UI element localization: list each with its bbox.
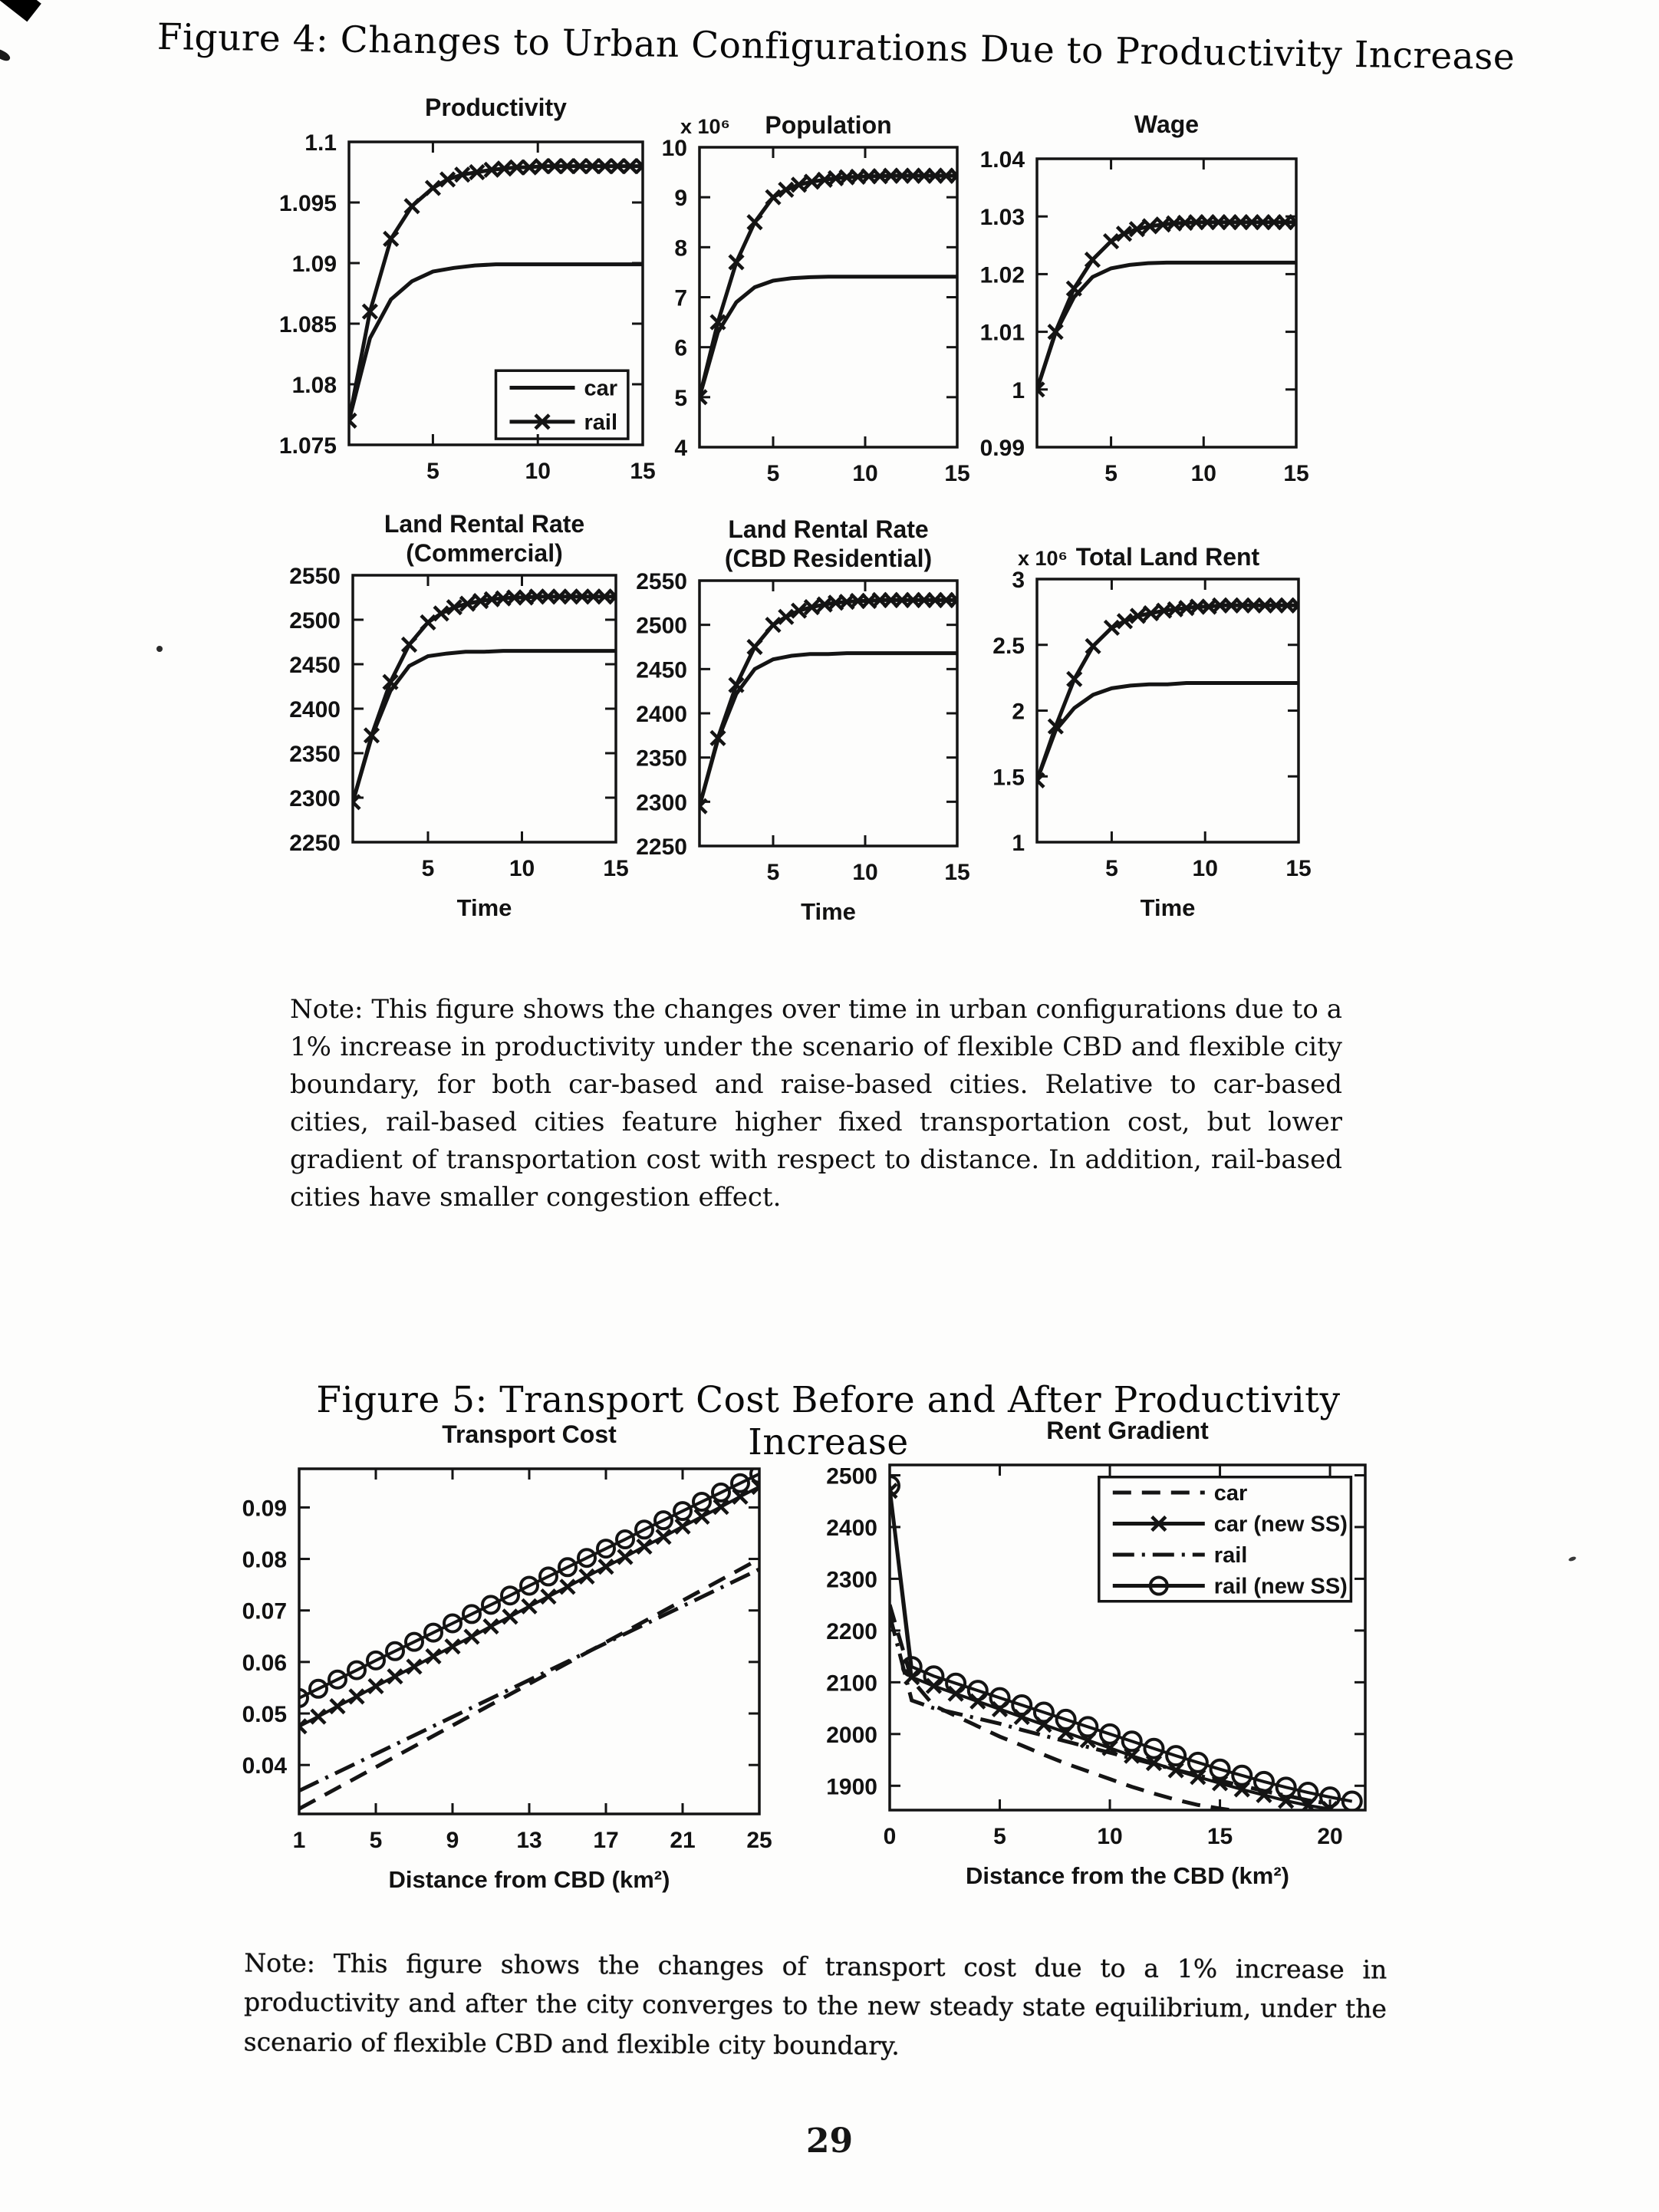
figure4-note: Note: This figure shows the changes over time in urban configurations due to a 1% increase in productivity under the scenario of flexible CBD and flexible city boundary, for both car-based and raise-based cities. Relative to car-based cities, rail-based cities feature higher fixed transportation cost, but lower gradient of transportation cost with respect to distance. In addition, rail-based cities have smaller congestion effect. xyxy=(290,994,1342,1213)
wage-xtick-label: 15 xyxy=(1283,461,1309,486)
transport-cost-title: Transport Cost xyxy=(442,1420,617,1448)
population-xtick-label: 15 xyxy=(944,461,970,486)
land-rental-commercial-ytick-label: 2550 xyxy=(289,564,341,589)
land-rental-commercial-ytick-label: 2300 xyxy=(289,786,341,811)
rent-gradient-ytick-label: 2300 xyxy=(826,1567,877,1593)
population-ytick-label: 5 xyxy=(674,385,687,411)
total-land-rent-ytick-label: 3 xyxy=(1012,568,1025,593)
productivity-xtick-label: 5 xyxy=(426,459,439,484)
rent-gradient-svg xyxy=(828,1419,1411,1929)
rent-gradient-series-car-new-ss- xyxy=(890,1491,1330,1809)
population-xtick-label: 5 xyxy=(766,461,780,486)
population-xtick-label: 10 xyxy=(852,461,878,486)
productivity-ytick-label: 1.08 xyxy=(291,373,337,398)
scan-artifact-edge xyxy=(0,47,12,63)
wage-xtick-label: 10 xyxy=(1190,461,1216,486)
land-rental-commercial-xtick-label: 5 xyxy=(421,856,435,881)
population-exponent-label: x 10⁶ xyxy=(680,115,730,138)
total-land-rent-title: Total Land Rent xyxy=(1075,543,1260,571)
total-land-rent-xtick-label: 5 xyxy=(1105,856,1118,881)
productivity-ytick-label: 1.095 xyxy=(278,191,337,216)
total-land-rent-ytick-label: 2 xyxy=(1012,699,1025,725)
rent-gradient-title: Rent Gradient xyxy=(1046,1417,1209,1444)
chart-land-rental-residential xyxy=(606,491,974,966)
land-rental-residential-xtick-label: 10 xyxy=(852,860,878,885)
wage-title: Wage xyxy=(1134,110,1200,138)
transport-cost-ytick-label: 0.09 xyxy=(242,1496,287,1522)
land-rental-commercial-axes-box xyxy=(353,575,616,842)
rent-gradient-xtick-label: 15 xyxy=(1206,1824,1233,1849)
transport-cost-xlabel: Distance from CBD (km²) xyxy=(388,1866,670,1893)
land-rental-residential-axes-box xyxy=(699,581,957,846)
chart-transport-cost xyxy=(230,1420,782,1929)
population-ytick-label: 7 xyxy=(674,285,687,311)
land-rental-residential-xlabel: Time xyxy=(801,898,856,925)
rent-gradient-legend-label: car xyxy=(1213,1481,1248,1506)
land-rental-commercial-xtick-label: 15 xyxy=(603,856,629,881)
land-rental-commercial-ytick-label: 2350 xyxy=(289,742,341,767)
rent-gradient-xtick-label: 10 xyxy=(1097,1824,1123,1849)
land-rental-residential-title: (CBD Residential) xyxy=(724,545,933,572)
wage-ytick-label: 1.03 xyxy=(979,205,1025,231)
wage-ytick-label: 0.99 xyxy=(979,436,1025,461)
population-ytick-label: 8 xyxy=(674,235,687,262)
total-land-rent-xtick-label: 15 xyxy=(1285,856,1312,881)
land-rental-residential-ytick-label: 2300 xyxy=(636,790,687,816)
chart-rent-gradient xyxy=(828,1419,1411,1929)
rent-gradient-ytick-label: 1900 xyxy=(826,1774,877,1800)
land-rental-residential-xtick-label: 5 xyxy=(766,860,780,885)
population-axes-box xyxy=(699,147,957,447)
chart-total-land-rent xyxy=(943,491,1315,966)
rent-gradient-ytick-label: 2000 xyxy=(826,1722,877,1748)
transport-cost-ytick-label: 0.07 xyxy=(242,1598,287,1624)
land-rental-commercial-series-car xyxy=(353,651,616,802)
population-ytick-label: 4 xyxy=(674,436,687,461)
wage-ytick-label: 1 xyxy=(1012,377,1025,403)
rent-gradient-ytick-label: 2200 xyxy=(826,1618,877,1644)
wage-ytick-label: 1.01 xyxy=(979,320,1025,346)
land-rental-commercial-ytick-label: 2500 xyxy=(289,608,341,634)
transport-cost-xtick-label: 21 xyxy=(670,1828,696,1853)
rent-gradient-ytick-label: 2500 xyxy=(826,1463,877,1489)
land-rental-residential-ytick-label: 2400 xyxy=(636,702,687,727)
figure5-title: Figure 5: Transport Cost Before and After Productivity Increase xyxy=(316,1379,1341,1463)
rent-gradient-xlabel: Distance from the CBD (km²) xyxy=(966,1862,1289,1889)
transport-cost-series-rail xyxy=(299,1569,759,1791)
land-rental-commercial-ytick-label: 2400 xyxy=(289,697,341,723)
land-rental-residential-ytick-label: 2350 xyxy=(636,746,687,772)
rent-gradient-legend-label: rail xyxy=(1213,1543,1248,1568)
land-rental-residential-series-car xyxy=(699,653,957,807)
land-rental-commercial-ytick-label: 2250 xyxy=(289,831,341,856)
transport-cost-xtick-label: 17 xyxy=(593,1828,619,1853)
scan-artifact-corner xyxy=(0,0,41,21)
scan-speck xyxy=(1568,1555,1576,1562)
rent-gradient-series-car xyxy=(890,1605,1242,1812)
rent-gradient-series-rail xyxy=(890,1615,1330,1804)
transport-cost-ytick-label: 0.05 xyxy=(242,1702,287,1728)
productivity-legend-label: rail xyxy=(584,410,618,435)
land-rental-commercial-xlabel: Time xyxy=(456,894,512,921)
rent-gradient-ytick-label: 2400 xyxy=(826,1515,877,1541)
transport-cost-xtick-label: 9 xyxy=(446,1828,459,1853)
land-rental-residential-xtick-label: 15 xyxy=(944,860,970,885)
rent-gradient-legend-label: rail (new SS) xyxy=(1213,1574,1348,1599)
land-rental-residential-ytick-label: 2450 xyxy=(636,657,687,683)
total-land-rent-exponent-label: x 10⁶ xyxy=(1018,547,1068,570)
land-rental-residential-svg xyxy=(606,491,974,966)
population-ytick-label: 9 xyxy=(674,186,687,212)
rent-gradient-ytick-label: 2100 xyxy=(826,1671,877,1697)
land-rental-residential-series-rail xyxy=(699,600,957,806)
wage-series-rail xyxy=(1037,222,1296,390)
population-title: Population xyxy=(765,111,892,139)
land-rental-commercial-series-rail xyxy=(353,597,616,802)
productivity-xtick-label: 10 xyxy=(525,459,551,484)
transport-cost-ytick-label: 0.08 xyxy=(242,1547,287,1573)
rent-gradient-xtick-label: 0 xyxy=(883,1824,897,1849)
total-land-rent-ytick-label: 1.5 xyxy=(992,765,1025,791)
land-rental-commercial-title: Land Rental Rate xyxy=(383,510,585,538)
land-rental-residential-ytick-label: 2500 xyxy=(636,613,687,639)
productivity-svg xyxy=(238,91,660,509)
scan-speck xyxy=(156,646,163,652)
figure5-note: Note: This figure shows the changes of transport cost due to a 1% increase in productivity and after the city converges to the new steady state equilibrium, under the scenario of flexible CBD and flexible city boundary. xyxy=(243,1947,1387,2061)
chart-land-rental-commercial xyxy=(238,491,660,966)
population-series-rail xyxy=(699,176,957,397)
land-rental-residential-title: Land Rental Rate xyxy=(728,515,929,543)
transport-cost-ytick-label: 0.04 xyxy=(242,1753,287,1779)
population-svg xyxy=(614,91,974,509)
total-land-rent-svg xyxy=(943,491,1315,966)
productivity-ytick-label: 1.075 xyxy=(278,433,337,459)
total-land-rent-xtick-label: 10 xyxy=(1192,856,1218,881)
transport-cost-xtick-label: 1 xyxy=(292,1828,306,1853)
land-rental-commercial-title: (Commercial) xyxy=(406,539,563,567)
population-ytick-label: 10 xyxy=(661,136,687,161)
population-ytick-label: 6 xyxy=(674,335,687,361)
chart-population xyxy=(614,91,974,509)
chart-wage xyxy=(940,91,1308,509)
total-land-rent-series-rail xyxy=(1037,605,1299,780)
total-land-rent-axes-box xyxy=(1037,579,1299,842)
page-number: 29 xyxy=(805,2121,854,2161)
rent-gradient-xtick-label: 5 xyxy=(993,1824,1006,1849)
total-land-rent-series-car xyxy=(1037,683,1299,780)
productivity-legend-label: car xyxy=(584,376,618,401)
transport-cost-xtick-label: 25 xyxy=(746,1828,772,1853)
productivity-xtick-label: 15 xyxy=(630,459,656,484)
productivity-ytick-label: 1.085 xyxy=(278,312,337,337)
transport-cost-xtick-label: 5 xyxy=(369,1828,383,1853)
transport-cost-svg xyxy=(230,1420,782,1929)
wage-xtick-label: 5 xyxy=(1104,461,1118,486)
productivity-title: Productivity xyxy=(425,94,567,121)
wage-ytick-label: 1.02 xyxy=(979,262,1025,288)
productivity-ytick-label: 1.1 xyxy=(304,130,337,156)
transport-cost-series-car xyxy=(299,1559,759,1809)
land-rental-residential-ytick-label: 2250 xyxy=(636,834,687,860)
productivity-ytick-label: 1.09 xyxy=(291,252,337,277)
figure4-title: Figure 4: Changes to Urban Configurations Due to Productivity Increase xyxy=(156,15,1516,79)
land-rental-commercial-ytick-label: 2450 xyxy=(289,653,341,678)
transport-cost-xtick-label: 13 xyxy=(516,1828,542,1853)
total-land-rent-ytick-label: 2.5 xyxy=(992,633,1025,659)
wage-axes-box xyxy=(1037,159,1296,447)
rent-gradient-legend-label: car (new SS) xyxy=(1213,1512,1348,1537)
chart-productivity xyxy=(238,91,660,509)
transport-cost-ytick-label: 0.06 xyxy=(242,1650,287,1676)
wage-ytick-label: 1.04 xyxy=(979,147,1025,173)
land-rental-commercial-xtick-label: 10 xyxy=(509,856,535,881)
rent-gradient-xtick-label: 20 xyxy=(1317,1824,1343,1849)
land-rental-residential-ytick-label: 2550 xyxy=(636,569,687,594)
total-land-rent-xlabel: Time xyxy=(1140,894,1196,921)
wage-series-car xyxy=(1037,262,1296,389)
total-land-rent-ytick-label: 1 xyxy=(1012,831,1025,856)
population-series-car xyxy=(699,277,957,397)
land-rental-commercial-svg xyxy=(238,491,660,966)
wage-svg xyxy=(940,91,1308,509)
